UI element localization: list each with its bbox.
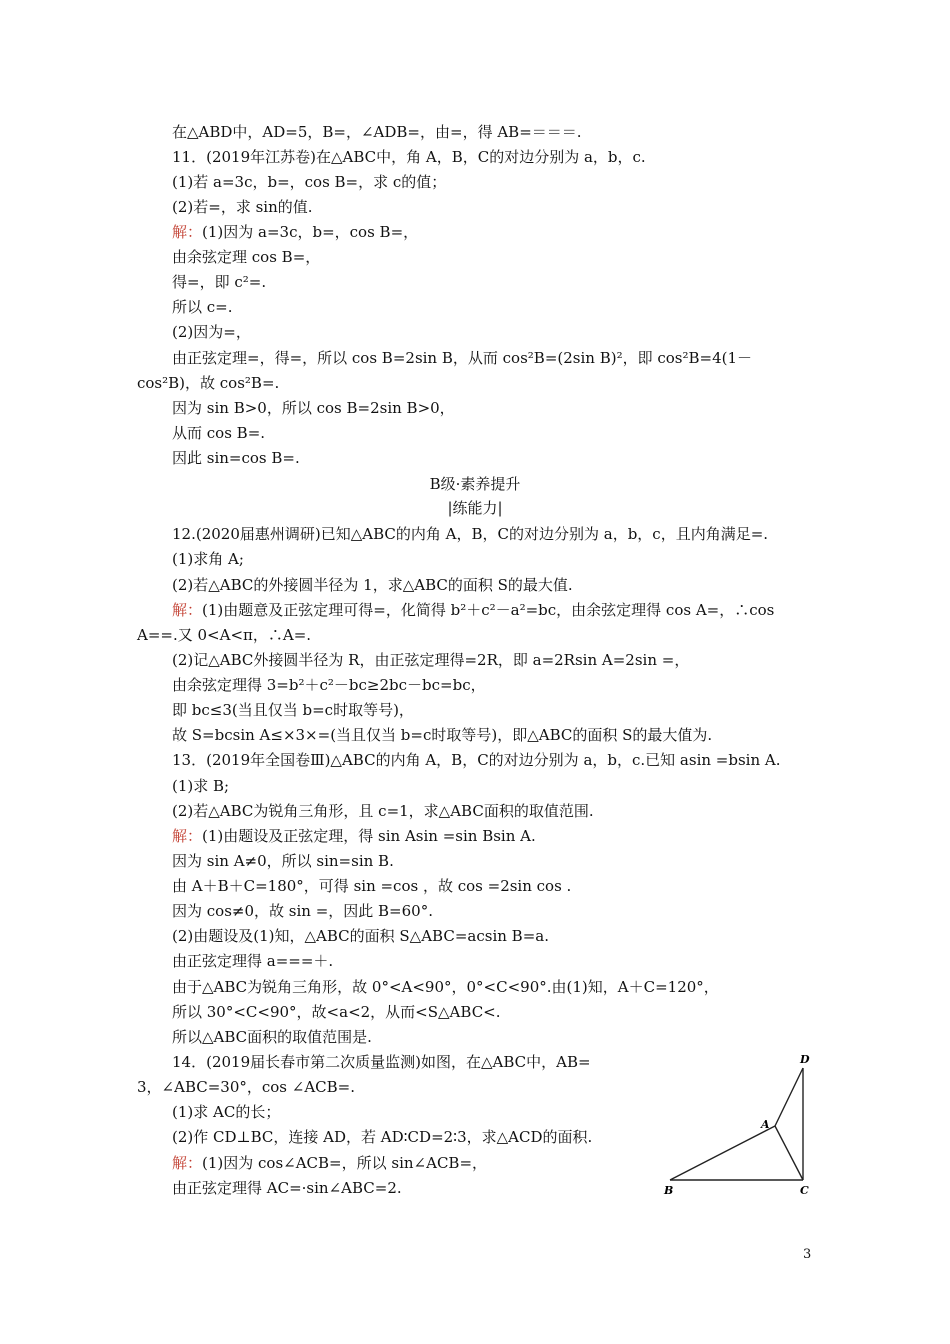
text-line: 因此 sin=cos B=. [172, 449, 300, 467]
problem-12-title: 12.(2020届惠州调研)已知△ABC的内角 A，B，C的对边分别为 a，b，c，且内角满足=. [172, 525, 769, 543]
label-b: B [664, 1184, 674, 1197]
text-line: (1)求 AC的长； [172, 1103, 281, 1121]
text-line: 由正弦定理得 AC=·sin∠ABC=2. [172, 1179, 402, 1197]
segment-ba [670, 1126, 775, 1180]
text-line: 由正弦定理=，得=，所以 cos B=2sin B，从而 cos²B=(2sin B)²，即 cos²B=4(1－ [172, 349, 753, 367]
solution-label: 解： [172, 1154, 203, 1172]
text-line: 所以 30°<C<90°，故<a<2，从而<S△ABC<. [172, 1003, 501, 1021]
section-title: B级·素养提升 [429, 475, 521, 493]
solution-line [172, 826, 536, 846]
text-line: 由余弦定理 cos B=， [172, 248, 321, 266]
solution-text: (1)因为 cos∠ACB=，所以 sin∠ACB=， [202, 1154, 488, 1172]
triangle-figure [655, 1050, 835, 1200]
text-line: (2)若△ABC的外接圆半径为 1，求△ABC的面积 S的最大值. [172, 576, 573, 594]
text-line: (2)记△ABC外接圆半径为 R，由正弦定理得=2R，即 a=2Rsin A=2sin =， [172, 651, 690, 669]
problem-13-title: 13．(2019年全国卷Ⅲ)△ABC的内角 A，B，C的对边分别为 a，b，c.已知 asin =bsin A. [172, 751, 781, 769]
solution-line [172, 600, 774, 620]
text-line: (1)求角 A; [172, 550, 244, 568]
text-line: (1)若 a=3c，b=，cos B=，求 c的值； [172, 173, 447, 191]
text-line: 得=，即 c²=. [172, 273, 267, 291]
text-line: 在△ABD中，AD=5，B=，∠ADB=，由=，得 AB=＝＝＝. [172, 123, 582, 141]
segment-ad [775, 1068, 803, 1126]
label-c: C [800, 1184, 809, 1197]
text-line: 因为 sin B>0，所以 cos B=2sin B>0， [172, 399, 455, 417]
solution-line [172, 1153, 487, 1173]
text-line: 从而 cos B=. [172, 424, 266, 442]
segment-ac [775, 1126, 803, 1180]
text-line: 由于△ABC为锐角三角形，故 0°<A<90°，0°<C<90°.由(1)知，A＋C=120°， [172, 978, 719, 996]
label-a: A [761, 1118, 770, 1131]
text-line: 所以△ABC面积的取值范围是. [172, 1028, 372, 1046]
text-line: (2)由题设及(1)知，△ABC的面积 S△ABC=acsin B=a. [172, 927, 549, 945]
page-number: 3 [803, 1247, 812, 1262]
section-subtitle: |练能力| [447, 499, 503, 517]
solution-label: 解： [172, 827, 203, 845]
problem-11-title: 11．(2019年江苏卷)在△ABC中，角 A，B，C的对边分别为 a，b，c. [172, 148, 646, 166]
solution-text: (1)由题设及正弦定理，得 sin Asin =sin Bsin A. [202, 827, 536, 845]
text-line: (2)因为=， [172, 323, 251, 341]
text-line: A==.又 0<A<π，∴A=. [137, 626, 312, 644]
solution-label: 解： [172, 601, 203, 619]
solution-label: 解： [172, 223, 203, 241]
solution-text: (1)由题意及正弦定理可得=，化简得 b²＋c²－a²=bc，由余弦定理得 cos A=，∴cos [202, 601, 775, 619]
text-line: 因为 cos≠0，故 sin =，因此 B=60°. [172, 902, 433, 920]
label-d: D [800, 1053, 810, 1066]
text-line: 由 A＋B＋C=180°，可得 sin =cos ，故 cos =2sin cos . [172, 877, 572, 895]
text-line: cos²B)，故 cos²B=. [137, 374, 280, 392]
text-line: (1)求 B; [172, 777, 230, 795]
text-line: (2)若=，求 sin的值. [172, 198, 313, 216]
text-line: 3，∠ABC=30°，cos ∠ACB=. [137, 1078, 356, 1096]
text-line: 即 bc≤3(当且仅当 b=c时取等号)， [172, 701, 414, 719]
text-line: (2)作 CD⊥BC，连接 AD，若 AD∶CD=2∶3，求△ACD的面积. [172, 1128, 593, 1146]
text-line: 所以 c=. [172, 298, 233, 316]
text-line: (2)若△ABC为锐角三角形，且 c=1，求△ABC面积的取值范围. [172, 802, 594, 820]
solution-line [172, 222, 418, 242]
text-line: 由正弦定理得 a===＋. [172, 952, 334, 970]
text-line: 故 S=bcsin A≤×3×=(当且仅当 b=c时取等号)，即△ABC的面积 S的最大值为. [172, 726, 713, 744]
solution-text: (1)因为 a=3c，b=，cos B=， [202, 223, 419, 241]
problem-14-title: 14．(2019届长春市第二次质量监测)如图，在△ABC中，AB= [172, 1053, 591, 1071]
text-line: 由余弦定理得 3=b²＋c²－bc≥2bc－bc=bc， [172, 676, 486, 694]
text-line: 因为 sin A≠0，所以 sin=sin B. [172, 852, 394, 870]
